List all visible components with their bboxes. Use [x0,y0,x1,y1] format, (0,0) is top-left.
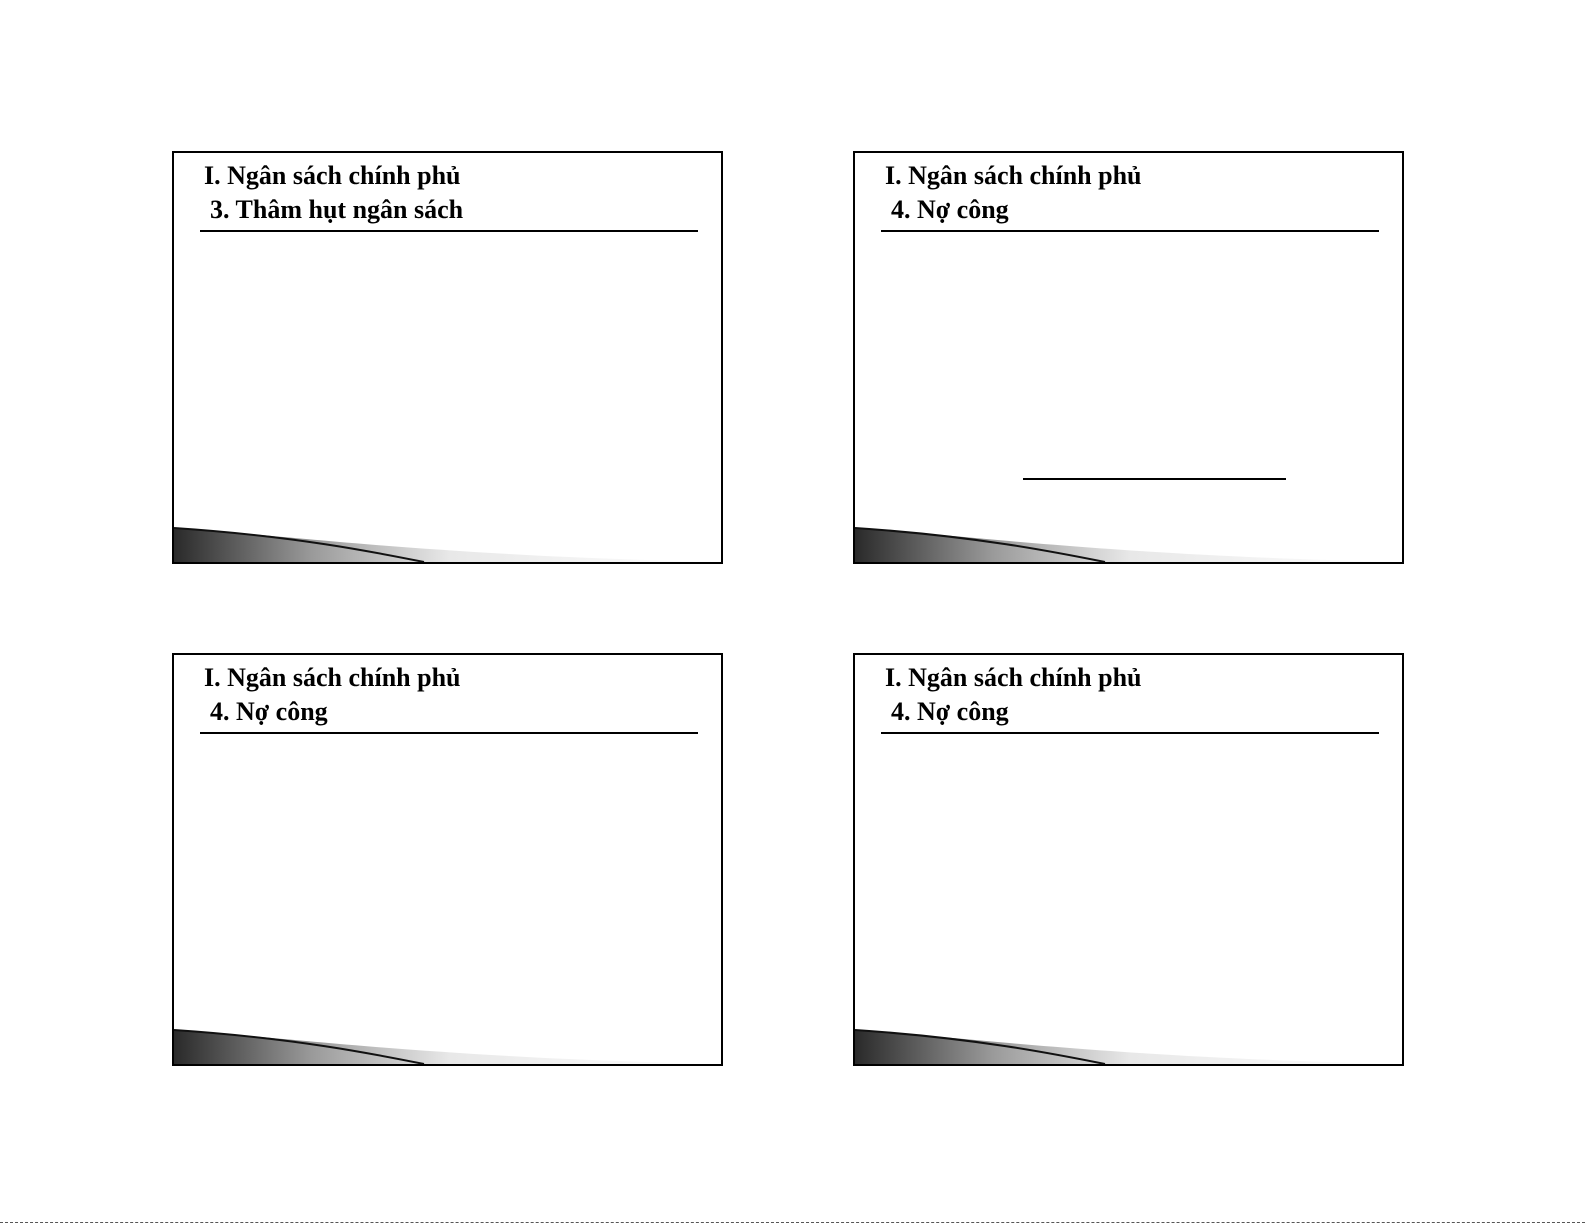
slide-thumbnail-4 [853,653,1404,1066]
slide-thumbnail-2 [853,151,1404,564]
slide-title: I. Ngân sách chính phủ [885,161,1142,190]
title-divider [200,230,698,232]
title-divider [881,732,1379,734]
swoosh-decoration [174,522,723,562]
swoosh-decoration [174,1024,723,1064]
slide-subtitle: 4. Nợ công [891,195,1009,224]
body-underline [1023,478,1286,480]
slide-title: I. Ngân sách chính phủ [204,663,461,692]
slide-subtitle: 4. Nợ công [210,697,328,726]
swoosh-decoration [855,1024,1404,1064]
page-bottom-edge [0,1222,1585,1223]
slide-subtitle: 4. Nợ công [891,697,1009,726]
slide-title: I. Ngân sách chính phủ [204,161,461,190]
title-divider [200,732,698,734]
slide-thumbnail-1 [172,151,723,564]
slide-title: I. Ngân sách chính phủ [885,663,1142,692]
swoosh-decoration [855,522,1404,562]
slide-thumbnail-3 [172,653,723,1066]
slide-subtitle: 3. Thâm hụt ngân sách [210,195,464,224]
title-divider [881,230,1379,232]
